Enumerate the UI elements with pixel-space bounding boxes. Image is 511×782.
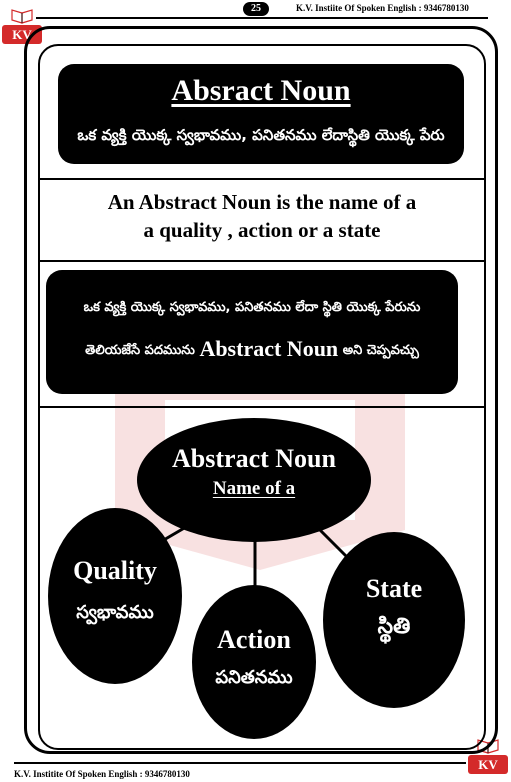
action-label: Action: [217, 625, 291, 654]
quality-telugu: స్వభావము: [76, 602, 154, 623]
state-oval: [323, 532, 465, 708]
logo-text: KV: [468, 755, 508, 774]
telugu-suffix: అని చెప్పవచ్చు: [342, 343, 419, 358]
footer-rule: [14, 762, 466, 764]
definition-telugu-line-1: ఒక వ్యక్తి యొక్క స్వభావము, పనితనము లేదా స్థితి యొక్క పేరును: [83, 300, 421, 315]
page-number: 25: [243, 2, 269, 16]
logo-text: KV: [2, 25, 42, 44]
page-title: Absract Noun: [171, 74, 351, 107]
action-oval: [192, 585, 316, 739]
definition-line-1: An Abstract Noun is the name of a: [107, 190, 417, 214]
center-subtitle: Name of a: [212, 478, 296, 499]
header-institute: K.V. Instiite Of Spoken English : 9346780130: [296, 3, 469, 13]
abstract-noun-term: Abstract Noun: [199, 336, 339, 361]
footer-institute: K.V. Institite Of Spoken English : 9346780130: [14, 769, 190, 779]
definition-line-2: a quality , action or a state: [143, 218, 381, 242]
state-telugu: స్థితి: [377, 614, 411, 639]
quality-oval: [48, 508, 182, 684]
quality-label: Quality: [73, 556, 157, 585]
action-telugu: పనితనము: [215, 667, 293, 688]
center-title: Abstract Noun: [172, 444, 336, 473]
state-label: State: [365, 574, 423, 603]
telugu-prefix: తెలియజేసే పదమును: [85, 343, 195, 358]
title-telugu: ఒక వ్యక్తి యొక్క స్వభావము, పనితనము లేదాస్థితి యొక్క పేరు: [77, 126, 445, 144]
center-oval: [137, 418, 371, 542]
